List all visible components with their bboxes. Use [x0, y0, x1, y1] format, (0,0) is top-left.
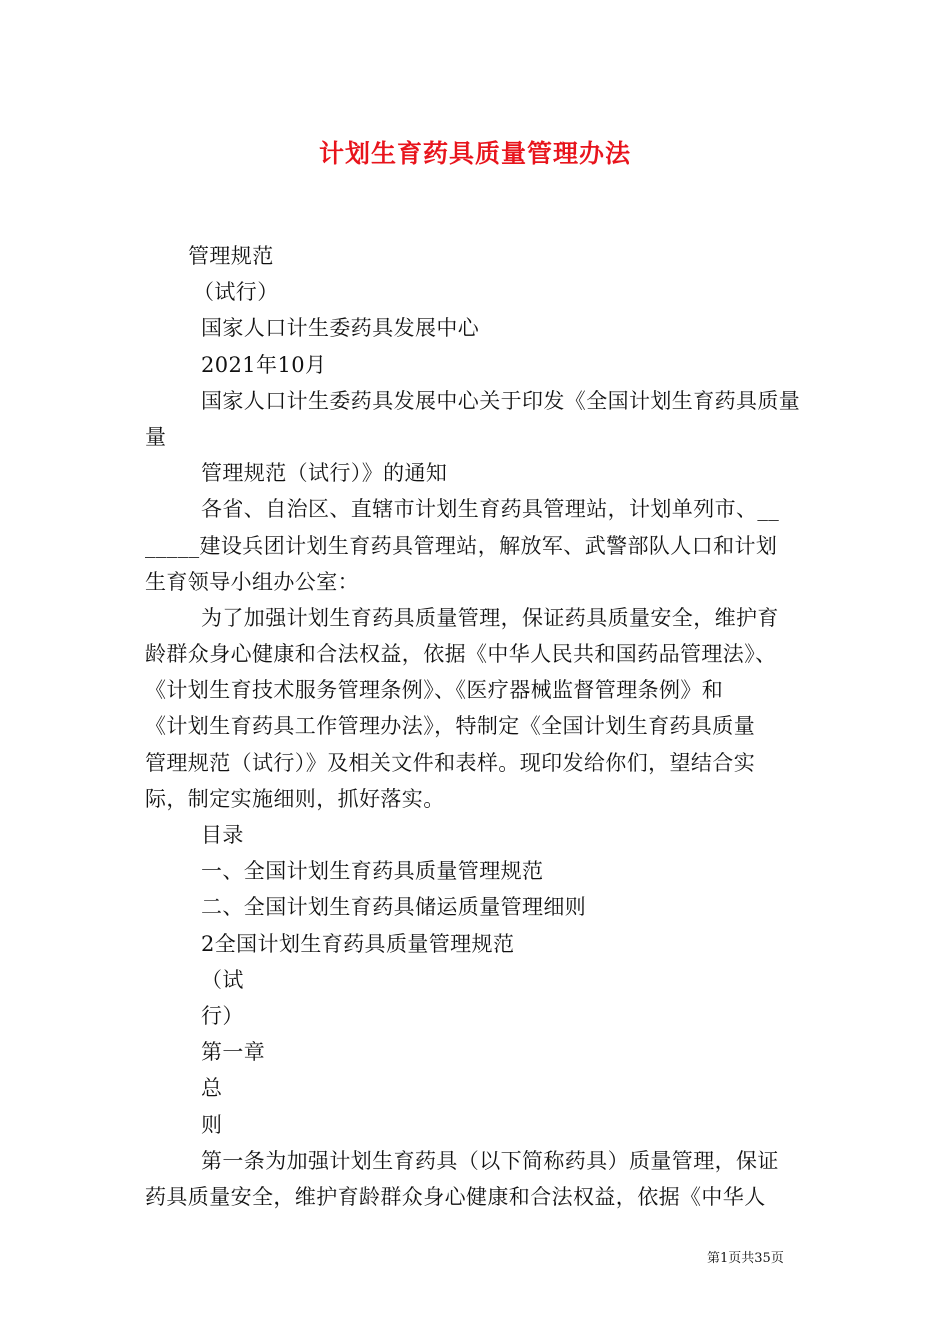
body-line: 行）	[201, 1003, 244, 1028]
body-line: （试	[201, 967, 244, 992]
body-line: 生育领导小组办公室：	[145, 569, 359, 594]
body-line: 国家人口计生委药具发展中心	[201, 316, 480, 341]
section-heading: 2全国计划生育药具质量管理规范	[201, 931, 515, 956]
body-line: 管理规范	[188, 244, 274, 268]
chapter-heading: 总	[201, 1076, 223, 1101]
body-line: 第一条为加强计划生育药具（以下简称药具）质量管理，保证	[201, 1148, 779, 1173]
body-line: 量	[145, 424, 167, 449]
chapter-heading: 则	[201, 1112, 223, 1137]
page-number-footer: 第1页共35页	[707, 1251, 784, 1266]
document-body	[145, 238, 810, 1215]
body-line: _____建设兵团计划生育药具管理站，解放军、武警部队人口和计划	[145, 533, 778, 558]
body-line: 2021年10月	[201, 352, 327, 377]
toc-item: 一、全国计划生育药具质量管理规范	[201, 859, 544, 884]
toc-item: 二、全国计划生育药具储运质量管理细则	[201, 895, 587, 920]
body-line: 管理规范（试行）》的通知	[201, 461, 448, 486]
body-line: 《计划生育技术服务管理条例》、《医疗器械监督管理条例》和	[145, 678, 724, 703]
body-line: 际，制定实施细则，抓好落实。	[145, 786, 445, 811]
document-title: 计划生育药具质量管理办法	[318, 139, 631, 168]
body-line: 为了加强计划生育药具质量管理，保证药具质量安全，维护育	[201, 605, 779, 630]
body-line: 管理规范（试行）》及相关文件和表样。现印发给你们，望结合实	[145, 750, 756, 775]
body-line: 国家人口计生委药具发展中心关于印发《全国计划生育药具质量	[201, 388, 801, 413]
chapter-heading: 第一章	[201, 1040, 266, 1065]
toc-heading: 目录	[201, 823, 244, 847]
body-line: （试行）	[193, 280, 279, 305]
body-line: 《计划生育药具工作管理办法》，特制定《全国计划生育药具质量	[145, 714, 756, 739]
body-line: 各省、自治区、直辖市计划生育药具管理站，计划单列市、__	[201, 497, 780, 522]
body-line: 药具质量安全，维护育龄群众身心健康和合法权益，依据《中华人	[145, 1184, 766, 1209]
body-line: 龄群众身心健康和合法权益，依据《中华人民共和国药品管理法》、	[145, 642, 777, 667]
